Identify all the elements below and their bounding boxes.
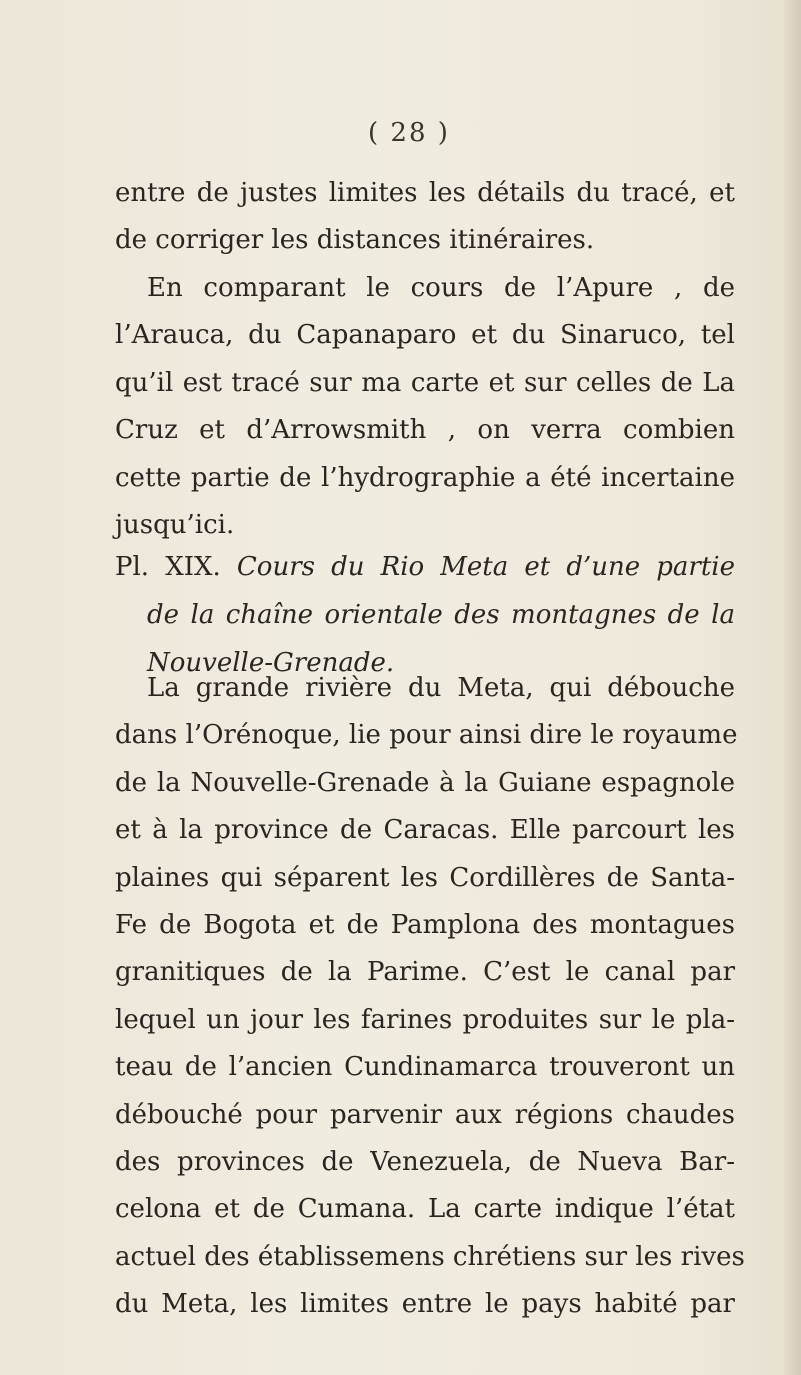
text-line: lequel un jour les farines produites sur le pla- [115, 1004, 735, 1035]
text-line: celona et de Cumana. La carte indique l’état [115, 1194, 735, 1225]
text-line: dans l’Orénoque, lie pour ainsi dire le royaume [115, 720, 738, 751]
text-line: de corriger les distances itinéraires. [115, 225, 595, 256]
paragraph-meta-river [115, 665, 745, 1329]
text-line: entre de justes limites les détails du tracé, et [115, 178, 735, 208]
text-line: cette partie de l’hydrographie a été incertaine [115, 462, 735, 493]
plate-title-line: Cours du Rio Meta et d’une partie [236, 552, 735, 582]
plate-label: Pl. XIX. [115, 552, 221, 582]
page-edge-shadow [783, 0, 801, 1375]
text-line: granitiques de la Parime. C’est le canal par [115, 957, 735, 988]
text-line: et à la province de Caracas. Elle parcourt les [115, 815, 735, 846]
text-line: des provinces de Venezuela, de Nueva Bar- [115, 1147, 735, 1178]
text-line: plaines qui séparent les Cordillères de Santa- [115, 862, 735, 893]
plate-title-line: de la chaîne orientale des montagnes de la [147, 600, 735, 630]
text-line: débouché pour parvenir aux régions chaudes [115, 1099, 735, 1130]
text-line: qu’il est tracé sur ma carte et sur celles de La [115, 367, 735, 398]
text-line: du Meta, les limites entre le pays habité par [115, 1289, 735, 1320]
text-line: La grande rivière du Meta, qui débouche [147, 673, 735, 703]
text-line: En comparant le cours de l’Apure , de [147, 273, 735, 303]
text-line: Cruz et d’Arrowsmith , on verra combien [115, 415, 735, 446]
paragraph-hydrography [115, 265, 735, 549]
page-number: ( 28 ) [368, 118, 450, 148]
paragraph-continuation [115, 170, 735, 265]
text-line: actuel des établissemens chrétiens sur les rives [115, 1241, 745, 1272]
text-line: jusqu’ici. [115, 510, 235, 541]
plate-title-line: Nouvelle-Grenade. [147, 648, 395, 678]
text-line: Fe de Bogota et de Pamplona des montagues [115, 910, 735, 941]
text-line: l’Arauca, du Capanaparo et du Sinaruco, tel [115, 320, 735, 351]
text-line: de la Nouvelle-Grenade à la Guiane espagnole [115, 767, 735, 798]
text-line: teau de l’ancien Cundinamarca trouveront un [115, 1052, 735, 1083]
